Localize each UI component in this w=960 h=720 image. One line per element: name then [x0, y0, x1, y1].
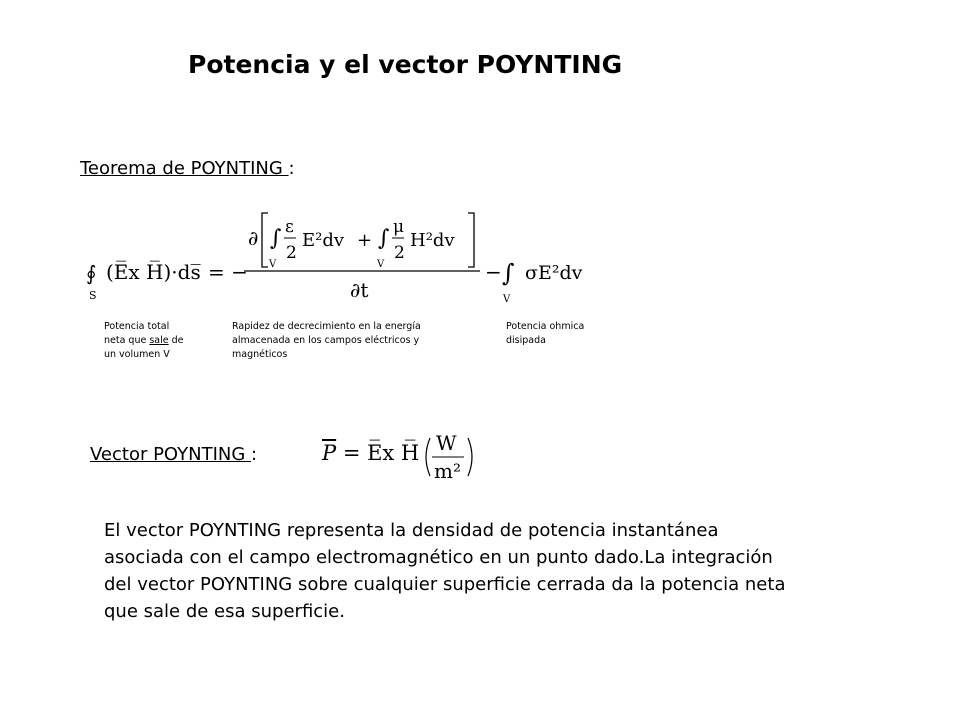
unit-m2: m² [434, 459, 461, 483]
left-bracket [262, 213, 268, 267]
equals-minus: = − [208, 260, 248, 284]
caption-net-power-line3: un volumen V [104, 349, 170, 360]
caption-stored-rate-line3: magnéticos [232, 349, 288, 360]
caption-ohmic-line2: disipada [506, 335, 546, 346]
caption-stored-rate-line1: Rapidez de decrecimiento en la energía [232, 321, 421, 332]
vector-formula [322, 441, 419, 465]
poynting-theorem-equation [80, 205, 620, 310]
e-dv: E²dv [302, 230, 345, 251]
lhs-expression: (E̅x H̅)·ds̅ [106, 260, 201, 284]
vector-rest: = E̅x H̅ [336, 441, 420, 465]
two-2: 2 [394, 243, 405, 263]
caption-ohmic [506, 320, 626, 348]
vector-p: $\overline{P}$ [322, 441, 337, 465]
vector-colon: : [251, 444, 258, 465]
page-title: Potencia y el vector POYNTING [188, 50, 623, 79]
lhs-integral: ∮ [86, 261, 97, 285]
partial-symbol: ∂ [248, 226, 259, 250]
paragraph-line-2: asociada con el campo electromagnético en un punto dado.La integración [104, 547, 773, 568]
vector-heading [90, 444, 257, 465]
integral-e: ∫ [270, 226, 282, 251]
paragraph-line-3: del vector POYNTING sobre cualquier superficie cerrada da la potencia neta [104, 574, 786, 595]
minus: − [485, 260, 502, 284]
poynting-description [104, 517, 864, 625]
two-1: 2 [286, 243, 297, 263]
sub-v-3: V [503, 294, 511, 305]
sub-v-1: V [269, 259, 277, 270]
integral-h: ∫ [378, 226, 390, 251]
caption-net-power-line2: neta que sale de [104, 335, 184, 346]
integral-sigma: ∫ [502, 259, 515, 287]
h-dv: H²dv [410, 230, 455, 251]
partial-t: ∂t [350, 278, 369, 302]
mu: μ [393, 217, 405, 237]
caption-stored-rate-line2: almacenada en los campos eléctricos y [232, 335, 420, 346]
caption-net-power-line1: Potencia total [104, 321, 170, 332]
sub-v-2: V [377, 259, 385, 270]
unit-w: W [436, 431, 457, 455]
theorem-heading [80, 158, 295, 179]
caption-ohmic-line1: Potencia ohmica [506, 321, 585, 332]
right-bracket [468, 213, 474, 267]
epsilon: ε [285, 217, 294, 237]
vector-label: Vector POYNTING [90, 444, 252, 465]
sigma-term: σE²dv [525, 262, 583, 284]
theorem-label: Teorema de POYNTING [80, 158, 289, 179]
plus: + [357, 230, 373, 251]
caption-stored-rate [232, 320, 472, 362]
paragraph-line-1: El vector POYNTING representa la densidad de potencia instantánea [104, 520, 719, 541]
lhs-sub-s: S [89, 289, 97, 302]
caption-net-power [104, 320, 224, 362]
theorem-colon: : [288, 158, 295, 179]
vector-units [418, 428, 488, 486]
paragraph-line-4: que sale de esa superficie. [104, 601, 345, 622]
